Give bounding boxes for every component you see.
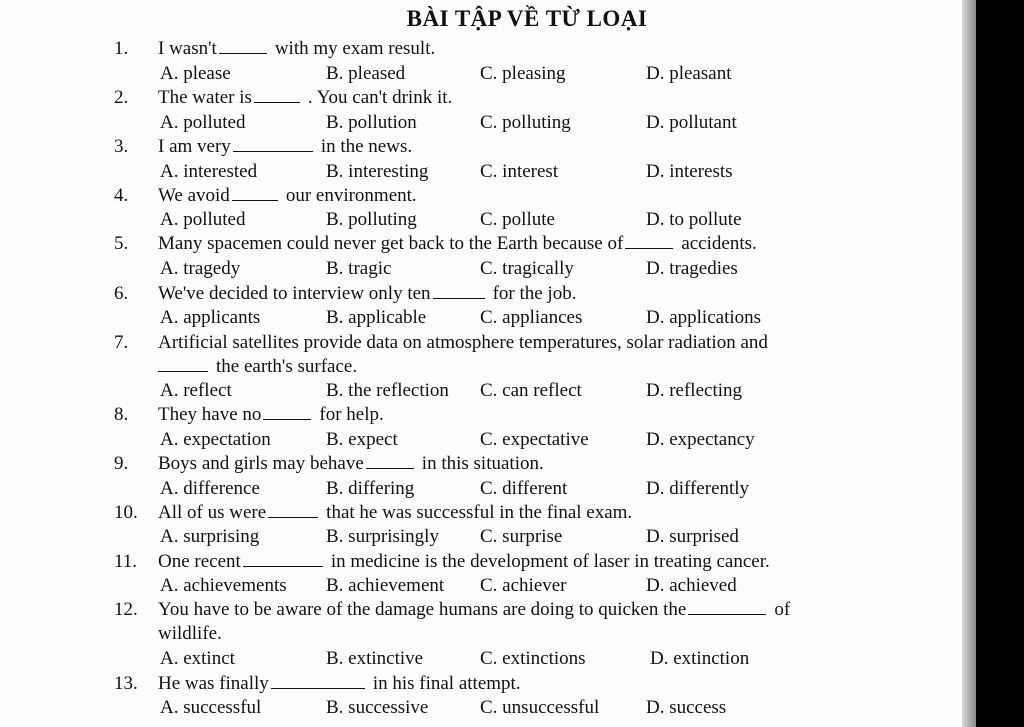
question-text-part: our environment. (285, 185, 417, 206)
answer-option[interactable]: D. success (646, 697, 727, 718)
answer-option[interactable]: B. extinctive (326, 648, 424, 669)
options-row (0, 525, 962, 549)
options-row (0, 477, 962, 501)
answer-option[interactable]: D. extinction (650, 648, 750, 669)
answer-option[interactable]: A. interested (160, 161, 258, 182)
question-text-part: in his final attempt. (372, 673, 521, 694)
question-text-part: the earth's surface. (216, 356, 358, 377)
options-row (0, 379, 962, 403)
answer-option[interactable]: C. extinctions (480, 648, 586, 669)
answer-blank[interactable] (433, 282, 485, 299)
answer-option[interactable]: B. the reflection (326, 380, 449, 401)
answer-option[interactable]: C. surprise (480, 526, 563, 547)
answer-option[interactable]: D. to pollute (646, 209, 742, 230)
answer-blank[interactable] (158, 355, 208, 372)
answer-option[interactable]: A. expectation (160, 429, 271, 450)
answer-blank[interactable] (233, 135, 313, 152)
options-row (0, 208, 962, 232)
question-text-part: We've decided to interview only ten (158, 283, 431, 304)
question-line (0, 135, 962, 159)
question-text-part: of (774, 599, 791, 620)
answer-option[interactable]: B. applicable (326, 307, 427, 328)
question-text-part: Boys and girls may behave (158, 453, 364, 474)
question-line (0, 37, 962, 61)
answer-option[interactable]: D. achieved (646, 575, 737, 596)
answer-option[interactable]: B. successive (326, 697, 429, 718)
options-row (0, 647, 962, 671)
question-text (158, 86, 452, 110)
question-text-part (158, 622, 222, 646)
question-text (158, 403, 384, 427)
question-number: 3. (114, 136, 129, 157)
answer-option[interactable]: C. tragically (480, 258, 574, 279)
question-text (158, 331, 768, 355)
answer-option[interactable]: A. polluted (160, 209, 246, 230)
question-number: 13. (114, 673, 138, 694)
question-number: 11. (114, 551, 138, 572)
answer-option[interactable]: A. please (160, 63, 231, 84)
answer-blank[interactable] (263, 403, 311, 420)
options-row (0, 160, 962, 184)
question-text-part: wildlife. (158, 623, 222, 644)
answer-blank[interactable] (254, 86, 300, 103)
answer-option[interactable]: B. differing (326, 478, 415, 499)
answer-option[interactable]: A. surprising (160, 526, 260, 547)
options-row (0, 696, 962, 720)
answer-option[interactable]: C. appliances (480, 307, 583, 328)
options-row (0, 62, 962, 86)
answer-blank[interactable] (688, 598, 766, 615)
answer-option[interactable]: D. interests (646, 161, 733, 182)
question-text-part (158, 355, 357, 379)
question-number: 5. (114, 233, 129, 254)
question-line (0, 331, 962, 355)
question-text-part: All of us were (158, 502, 267, 523)
question-line (0, 501, 962, 525)
question-text-part: You have to be aware of the damage humans are doing to quicken the (158, 599, 687, 620)
question-text-part: I wasn't (158, 38, 217, 59)
answer-option[interactable]: C. interest (480, 161, 559, 182)
answer-option[interactable]: B. pleased (326, 63, 406, 84)
answer-option[interactable]: B. achievement (326, 575, 445, 596)
answer-option[interactable]: B. tragic (326, 258, 392, 279)
options-row (0, 574, 962, 598)
question-text (158, 452, 544, 476)
answer-option[interactable]: C. achiever (480, 575, 567, 596)
answer-option[interactable]: D. pleasant (646, 63, 732, 84)
answer-option[interactable]: D. differently (646, 478, 750, 499)
question-line (0, 550, 962, 574)
options-row (0, 257, 962, 281)
question-line (0, 403, 962, 427)
answer-option[interactable]: B. polluting (326, 209, 417, 230)
question-text-part: in this situation. (421, 453, 544, 474)
answer-option[interactable]: C. can reflect (480, 380, 582, 401)
answer-blank[interactable] (268, 501, 318, 518)
answer-option[interactable]: C. pollute (480, 209, 555, 230)
answer-blank[interactable] (232, 184, 278, 201)
question-text (158, 501, 632, 525)
answer-blank[interactable] (219, 37, 267, 54)
question-line (0, 598, 962, 622)
answer-option[interactable]: C. polluting (480, 112, 571, 133)
question-text-part: with my exam result. (274, 38, 436, 59)
question-text-part: They have no (158, 404, 262, 425)
answer-option[interactable]: D. surprised (646, 526, 739, 547)
question-text-part: The water is (158, 87, 252, 108)
question-text (158, 672, 521, 696)
question-text (158, 282, 576, 306)
question-number: 9. (114, 453, 129, 474)
question-number: 2. (114, 87, 129, 108)
question-text-part: in the news. (320, 136, 413, 157)
question-line (0, 184, 962, 208)
question-text-part: for help. (319, 404, 384, 425)
answer-blank[interactable] (366, 452, 414, 469)
answer-option[interactable]: A. reflect (160, 380, 232, 401)
question-text-part: . You can't drink it. (307, 87, 453, 108)
question-text-part: He was finally (158, 673, 269, 694)
answer-option[interactable]: A. tragedy (160, 258, 241, 279)
question-text-part: We avoid (158, 185, 230, 206)
answer-option[interactable]: D. expectancy (646, 429, 755, 450)
question-text-part: Artificial satellites provide data on atmosphere temperatures, solar radiation and (158, 332, 768, 353)
answer-blank[interactable] (271, 672, 365, 689)
answer-option[interactable]: A. achievements (160, 575, 287, 596)
answer-option[interactable]: D. tragedies (646, 258, 738, 279)
answer-option[interactable]: D. pollutant (646, 112, 737, 133)
options-row (0, 428, 962, 452)
answer-option[interactable]: A. difference (160, 478, 260, 499)
question-text (158, 37, 435, 61)
answer-blank[interactable] (243, 550, 323, 567)
question-text (158, 135, 412, 159)
answer-option[interactable]: A. applicants (160, 307, 261, 328)
answer-option[interactable]: A. extinct (160, 648, 235, 669)
question-line (0, 672, 962, 696)
options-row (0, 306, 962, 330)
answer-option[interactable]: C. expectative (480, 429, 589, 450)
question-text (158, 232, 757, 256)
page-edge-shadow (962, 0, 976, 727)
question-number: 10. (114, 502, 138, 523)
answer-option[interactable]: B. pollution (326, 112, 417, 133)
question-text-part: for the job. (492, 283, 577, 304)
question-continuation (0, 355, 962, 379)
answer-option[interactable]: D. reflecting (646, 380, 743, 401)
question-number: 8. (114, 404, 129, 425)
question-number: 6. (114, 283, 129, 304)
question-text-part: Many spacemen could never get back to the Earth because of (158, 233, 624, 254)
answer-option[interactable]: C. different (480, 478, 568, 499)
question-text-part: in medicine is the development of laser in treating cancer. (330, 551, 770, 572)
question-continuation (0, 622, 962, 646)
question-line (0, 282, 962, 306)
answer-option[interactable]: B. surprisingly (326, 526, 439, 547)
answer-option[interactable]: C. unsuccessful (480, 697, 600, 718)
answer-option[interactable]: C. pleasing (480, 63, 566, 84)
answer-option[interactable]: D. applications (646, 307, 762, 328)
question-text (158, 184, 417, 208)
question-number: 7. (114, 332, 129, 353)
question-number: 1. (114, 38, 129, 59)
question-text (158, 550, 770, 574)
answer-blank[interactable] (625, 232, 673, 249)
question-text-part: I am very (158, 136, 231, 157)
question-text (158, 598, 790, 622)
question-number: 4. (114, 185, 129, 206)
answer-option[interactable]: A. polluted (160, 112, 246, 133)
question-number: 12. (114, 599, 138, 620)
question-text-part: One recent (158, 551, 241, 572)
question-line (0, 452, 962, 476)
answer-option[interactable]: B. interesting (326, 161, 429, 182)
options-row (0, 111, 962, 135)
question-line (0, 86, 962, 110)
question-text-part: that he was successful in the final exam. (326, 502, 633, 523)
answer-option[interactable]: A. successful (160, 697, 262, 718)
answer-option[interactable]: B. expect (326, 429, 398, 450)
question-text-part: accidents. (681, 233, 757, 254)
page-title: BÀI TẬP VỀ TỪ LOẠI (406, 6, 648, 31)
question-line (0, 232, 962, 256)
